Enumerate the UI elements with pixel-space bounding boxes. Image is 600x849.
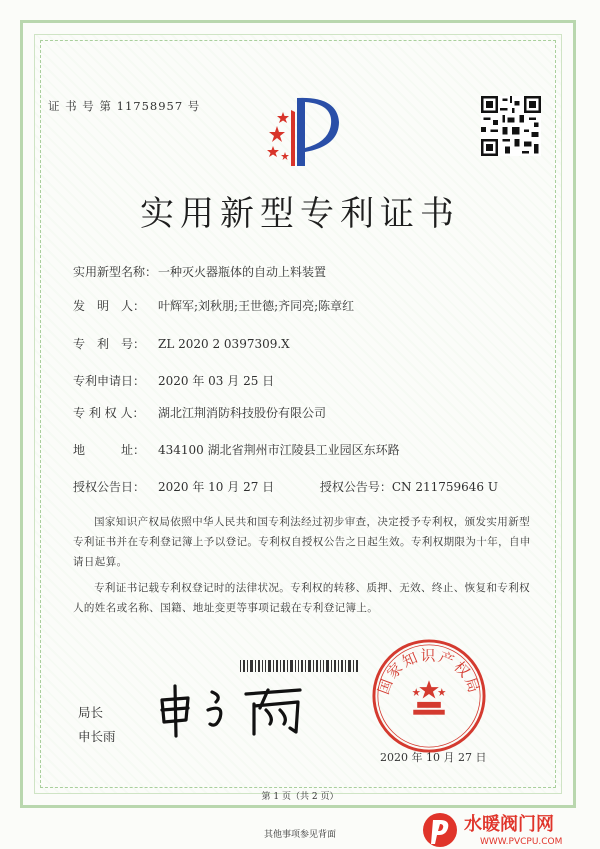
field-row-inventors [73,297,354,314]
watermark-logo [420,808,600,849]
note-paragraph: 专利证书记载专利权登记时的法律状况。专利权的转移、质押、无效、终止、恢复和专利权人的姓名或名称、国籍、地址变更等事项记载在专利登记簿上。 [73,582,530,614]
field-label: 专利申请日： [73,374,146,388]
field-value: 湖北江荆消防科技股份有限公司 [158,406,327,420]
field-value: ZL 2020 2 0397309.X [158,337,290,351]
field-row-name [73,263,326,280]
field-value: 434100 湖北省荆州市江陵县工业园区东环路 [158,443,400,457]
field-value: CN 211759646 U [391,480,498,494]
barcode-icon [240,660,360,672]
field-row-patentee [73,404,326,421]
field-label: 发 明 人： [73,299,146,313]
field-label: 授权公告号： [319,480,392,494]
signature-role: 局长 [78,705,104,720]
field-row-patent-number [73,335,290,352]
field-value: 叶辉军;刘秋朋;王世德;齐同亮;陈章红 [158,299,355,313]
field-label: 授权公告日： [73,480,146,494]
field-label: 地 址： [73,443,146,457]
certificate-number: 证 书 号 第 11758957 号 [48,99,201,113]
official-seal [370,637,488,755]
footer-note: 其他事项参见背面 [263,830,336,840]
qr-code-icon [481,96,541,156]
field-value: 2020 年 03 月 25 日 [158,374,275,388]
field-row-address [73,441,400,458]
signature-name: 申长雨 [78,729,116,744]
field-row-grant-date [73,478,498,495]
field-value: 2020 年 10 月 27 日 [158,480,275,494]
page-title: 实用新型专利证书 [140,194,460,234]
field-label: 专 利 权 人： [73,406,145,420]
field-label: 专 利 号： [73,337,146,351]
field-value: 一种灭火器瓶体的自动上料装置 [158,265,327,279]
legal-notes [73,512,533,618]
note-paragraph: 国家知识产权局依照中华人民共和国专利法经过初步审查，决定授予专利权，颁发实用新型专利证书并在专利登记簿上予以登记。专利权自授权公告之日起生效。专利权期限为十年，自申请日起算。 [73,516,531,568]
page-number: 第 1 页（共 2 页） [261,792,339,802]
seal-text-path: 国家知识产权局 [375,647,483,697]
star-icon [412,680,445,714]
field-row-application-date [73,372,274,389]
seal-date: 2020 年 10 月 27 日 [380,751,487,764]
watermark-url: WWW.PVCPU.COM [480,837,563,847]
field-label: 实用新型名称： [73,265,158,279]
watermark-text: 水暖阀门网 [464,814,554,835]
cnipa-logo-icon [255,88,345,168]
handwritten-signature [150,678,320,738]
